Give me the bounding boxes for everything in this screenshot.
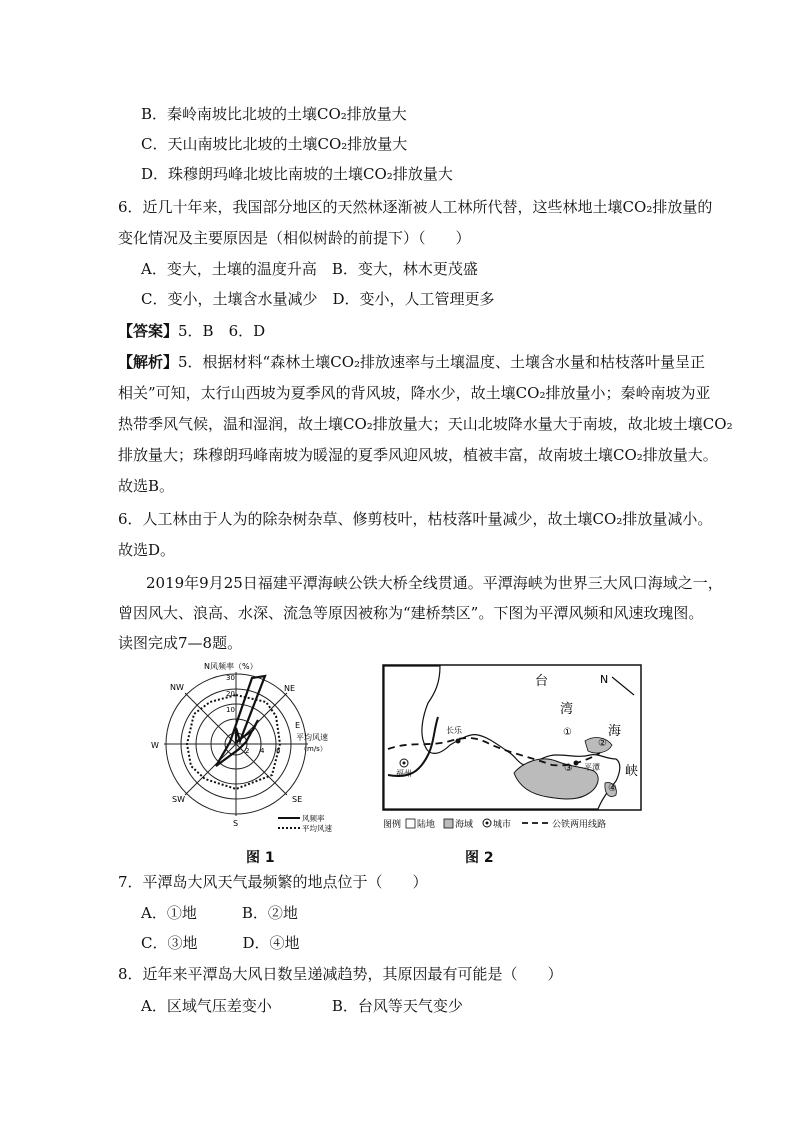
legend-land-swatch [406, 819, 415, 828]
city-fuzhou: 福州 [396, 769, 412, 778]
legend-title: 图例 [383, 820, 402, 830]
analysis-line-4: 排放量大；珠穆朗玛峰南坡为暖湿的夏季风迎风坡，植被丰富，故南坡土壤CO₂排放量大。 [118, 446, 718, 464]
label-wan: 湾 [560, 702, 574, 717]
q8-options-ab: A．区域气压差变小 B．台风等天气变少 [141, 997, 463, 1015]
figure-2-caption: 图 2 [465, 850, 494, 866]
site-1-marker: ① [563, 727, 572, 738]
dir-se-label: SE [292, 795, 303, 804]
site-4-marker: ④ [608, 783, 617, 794]
passage-line-1: 2019年9月25日福建平潭海峡公铁大桥全线贯通。平潭海峡为世界三大风口海域之一， [146, 574, 723, 592]
answer-text: 5．B 6．D [178, 322, 266, 340]
answer-label: 【答案】 [118, 322, 179, 340]
passage-line-3: 读图完成7—8题。 [118, 634, 243, 652]
city-pingtan: 平潭 [584, 763, 600, 772]
freq-tick-30: 30 [226, 674, 235, 682]
pingtan-city-dot [574, 761, 579, 766]
speed-axis-label: 平均风速 [296, 733, 328, 742]
changle-city-dot [456, 739, 461, 744]
figure-1-wind-rose [140, 656, 340, 836]
dir-nw-label: NW [170, 683, 184, 692]
legend-city: 城市 [493, 820, 512, 830]
legend-freq-label: 风频率 [302, 814, 325, 823]
q6-options-cd: C．变小，土壤含水量减少 D．变小，人工管理更多 [141, 290, 495, 308]
north-label: N [600, 673, 609, 686]
analysis-line-5: 故选B。 [118, 477, 175, 495]
q6-options-ab: A．变大，土壤的温度升高 B．变大，林木更茂盛 [141, 260, 478, 278]
figure-2-map [380, 663, 646, 835]
legend-sea-swatch [444, 819, 453, 828]
speed-tick-4: 4 [260, 747, 265, 755]
freq-tick-10: 10 [226, 706, 235, 714]
label-xia: 峡 [625, 764, 639, 779]
analysis-label: 【解析】 [118, 353, 179, 371]
legend-city-dot [486, 822, 489, 825]
analysis-text-1: 5．根据材料“森林土壤CO₂排放速率与土壤温度、土壤含水量和枯枝落叶量呈正 [178, 353, 706, 371]
label-hai: 海 [608, 724, 622, 739]
analysis-line-3: 热带季风气候，温和湿润，故土壤CO₂排放量大；天山北坡降水量大于南坡，故北坡土壤CO₂ [118, 415, 733, 433]
q8-stem: 8．近年来平潭岛大风日数呈递减趋势，其原因最有可能是（ ） [118, 965, 563, 983]
dir-sw-label: SW [172, 795, 185, 804]
q7-stem: 7．平潭岛大风天气最频繁的地点位于（ ） [118, 873, 428, 891]
q5-option-c: C．天山南坡比北坡的土壤CO₂排放量大 [141, 135, 408, 153]
analysis-line-7: 故选D。 [118, 541, 176, 559]
freq-tick-20: 20 [226, 690, 235, 698]
legend-land: 陆地 [417, 820, 436, 830]
speed-axis-unit: （m/s） [300, 745, 327, 753]
speed-tick-6: 6 [276, 747, 281, 755]
figure-1-caption: 图 1 [246, 850, 275, 866]
dir-s-label: S [233, 819, 239, 828]
legend-sea: 海域 [455, 820, 474, 830]
q5-option-b: B．秦岭南坡比北坡的土壤CO₂排放量大 [141, 105, 407, 123]
analysis-line-2: 相关”可知，太行山西坡为夏季风的背风坡，降水少，故土壤CO₂排放量小；秦岭南坡为亚 [118, 384, 711, 402]
legend-speed-label: 平均风速 [302, 824, 332, 833]
label-tai: 台 [535, 674, 549, 689]
q7-options-ab: A．①地 B．②地 [141, 904, 298, 922]
q7-options-cd: C．③地 D．④地 [141, 934, 300, 952]
dir-e-label: E [295, 721, 301, 730]
legend-route: 公铁两用线路 [552, 820, 607, 830]
passage-line-2: 曾因风大、浪高、水深、流急等原因被称为“建桥禁区”。下图为平潭风频和风速玫瑰图。 [118, 604, 704, 622]
dir-ne-label: NE [284, 684, 296, 693]
analysis-line-1 [118, 352, 705, 372]
answer-line [118, 321, 265, 341]
rose-title-label: N风频率（%） [204, 662, 258, 671]
speed-tick-2: 2 [245, 747, 250, 755]
q5-option-d: D．珠穆朗玛峰北坡比南坡的土壤CO₂排放量大 [141, 165, 453, 183]
site-2-marker: ② [598, 738, 607, 749]
q6-stem-line-2: 变化情况及主要原因是（相似树龄的前提下）（ ） [118, 229, 471, 247]
site-3-marker: ③ [564, 763, 573, 774]
city-changle: 长乐 [446, 726, 462, 735]
analysis-line-6: 6．人工林由于人为的除杂树杂草、修剪枝叶，枯枝落叶量减少，故土壤CO₂排放量减小。 [118, 510, 713, 528]
fuzhou-city-dot [403, 762, 406, 765]
dir-w-label: W [151, 741, 159, 750]
q6-stem-line-1: 6．近几十年来，我国部分地区的天然林逐渐被人工林所代替，这些林地土壤CO₂排放量的 [118, 198, 713, 216]
